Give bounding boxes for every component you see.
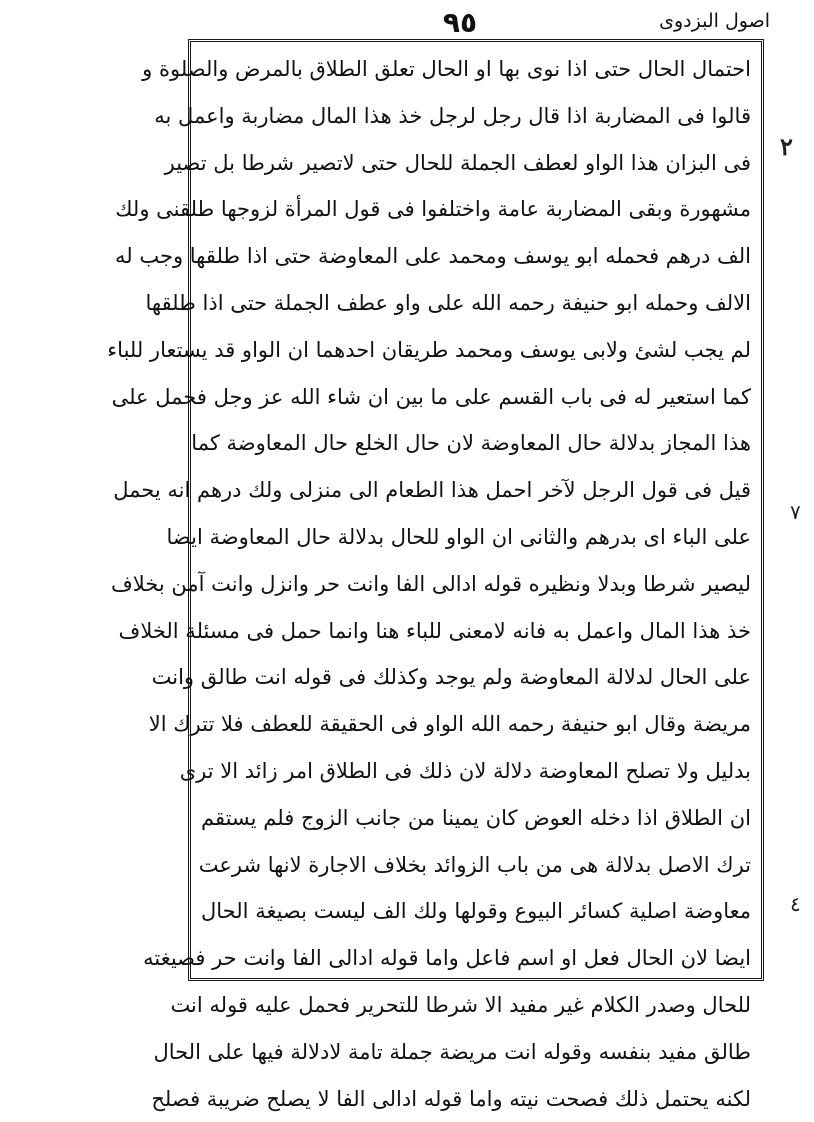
text-line: معاوضة اصلية كسائر البيوع وقولها ولك الف ليست بصيغة الحال xyxy=(201,899,751,924)
text-line: الف درهم فحمله ابو يوسف ومحمد على المعاوضة حتى اذا طلقها وجب له xyxy=(115,244,751,269)
margin-note-mark: ٤ xyxy=(790,892,801,916)
margin-note-mark: ٧ xyxy=(790,500,801,524)
text-line: على الباء اى بدرهم والثانى ان الواو للحال بدلالة حال المعاوضة ايضا xyxy=(166,524,751,549)
text-line: بدليل ولا تصلح المعاوضة دلالة لان ذلك فى الطلاق امر زائد الا ترى xyxy=(179,758,751,783)
text-line: ليصير شرطا وبدلا ونظيره قوله ادالى الفا وانت حر وانزل وانت آمن بخلاف xyxy=(111,571,751,596)
text-line: ان الطلاق اذا دخله العوض كان يمينا من جانب الزوج فلم يستقم xyxy=(201,805,751,830)
running-title: اصول البزدوی xyxy=(659,10,770,32)
text-line: كما استعير له فى باب القسم على ما بين ان شاء الله عز وجل فحمل على xyxy=(111,384,751,409)
text-block-frame xyxy=(107,39,764,1111)
text-lines xyxy=(107,46,751,1122)
text-line: لكنه يحتمل ذلك فصحت نيته واما قوله ادالى الفا لا يصلح ضريبة فصلح xyxy=(151,1086,751,1111)
text-line: مشهورة وبقى المضاربة عامة واختلفوا فى قول المرأة لزوجها طلقنى ولك xyxy=(115,197,751,222)
text-line: مريضة وقال ابو حنيفة رحمه الله الواو فى الحقيقة للعطف فلا تترك الا xyxy=(148,712,751,737)
text-line: ترك الاصل بدلالة هى من باب الزوائد بخلاف الاجارة لانها شرعت xyxy=(198,852,751,877)
text-line: الالف وحمله ابو حنيفة رحمه الله على واو عطف الجملة حتى اذا طلقها xyxy=(145,290,751,315)
text-line: للحال وصدر الكلام غير مفيد الا شرطا للتحرير فحمل عليه قوله انت xyxy=(170,992,751,1017)
text-line: ايضا لان الحال فعل او اسم فاعل واما قوله ادالى الفا وانت حر فصيغته xyxy=(143,946,751,971)
text-line: لم يجب لشئ ولابى يوسف ومحمد طريقان احدهما ان الواو قد يستعار للباء xyxy=(107,337,751,362)
text-line: قالوا فى المضاربة اذا قال رجل لرجل خذ هذا المال مضاربة واعمل به xyxy=(154,103,751,128)
text-line: هذا المجاز بدلالة حال المعاوضة لان حال الخلع حال المعاوضة كما xyxy=(191,431,751,456)
text-line: فى البزان هذا الواو لعطف الجملة للحال حتى لاتصير شرطا بل تصير xyxy=(164,150,751,175)
text-line: قيل فى قول الرجل لآخر احمل هذا الطعام الى منزلى ولك درهم انه يحمل xyxy=(113,478,751,503)
text-line: طالق مفيد بنفسه وقوله انت مريضة جملة تامة لادلالة فيها على الحال xyxy=(153,1039,751,1064)
page-number: ٩٥ xyxy=(442,6,478,39)
text-line: احتمال الحال حتى اذا نوى بها او الحال تعلق الطلاق بالمرض والصلوة و xyxy=(142,57,751,81)
text-line: على الحال لدلالة المعاوضة ولم يوجد وكذلك فى قوله انت طالق وانت xyxy=(151,665,751,690)
margin-note-mark: ٢ xyxy=(780,132,793,161)
text-line: خذ هذا المال واعمل به فانه لامعنى للباء هنا وانما حمل فى مسئلة الخلاف xyxy=(118,618,751,643)
